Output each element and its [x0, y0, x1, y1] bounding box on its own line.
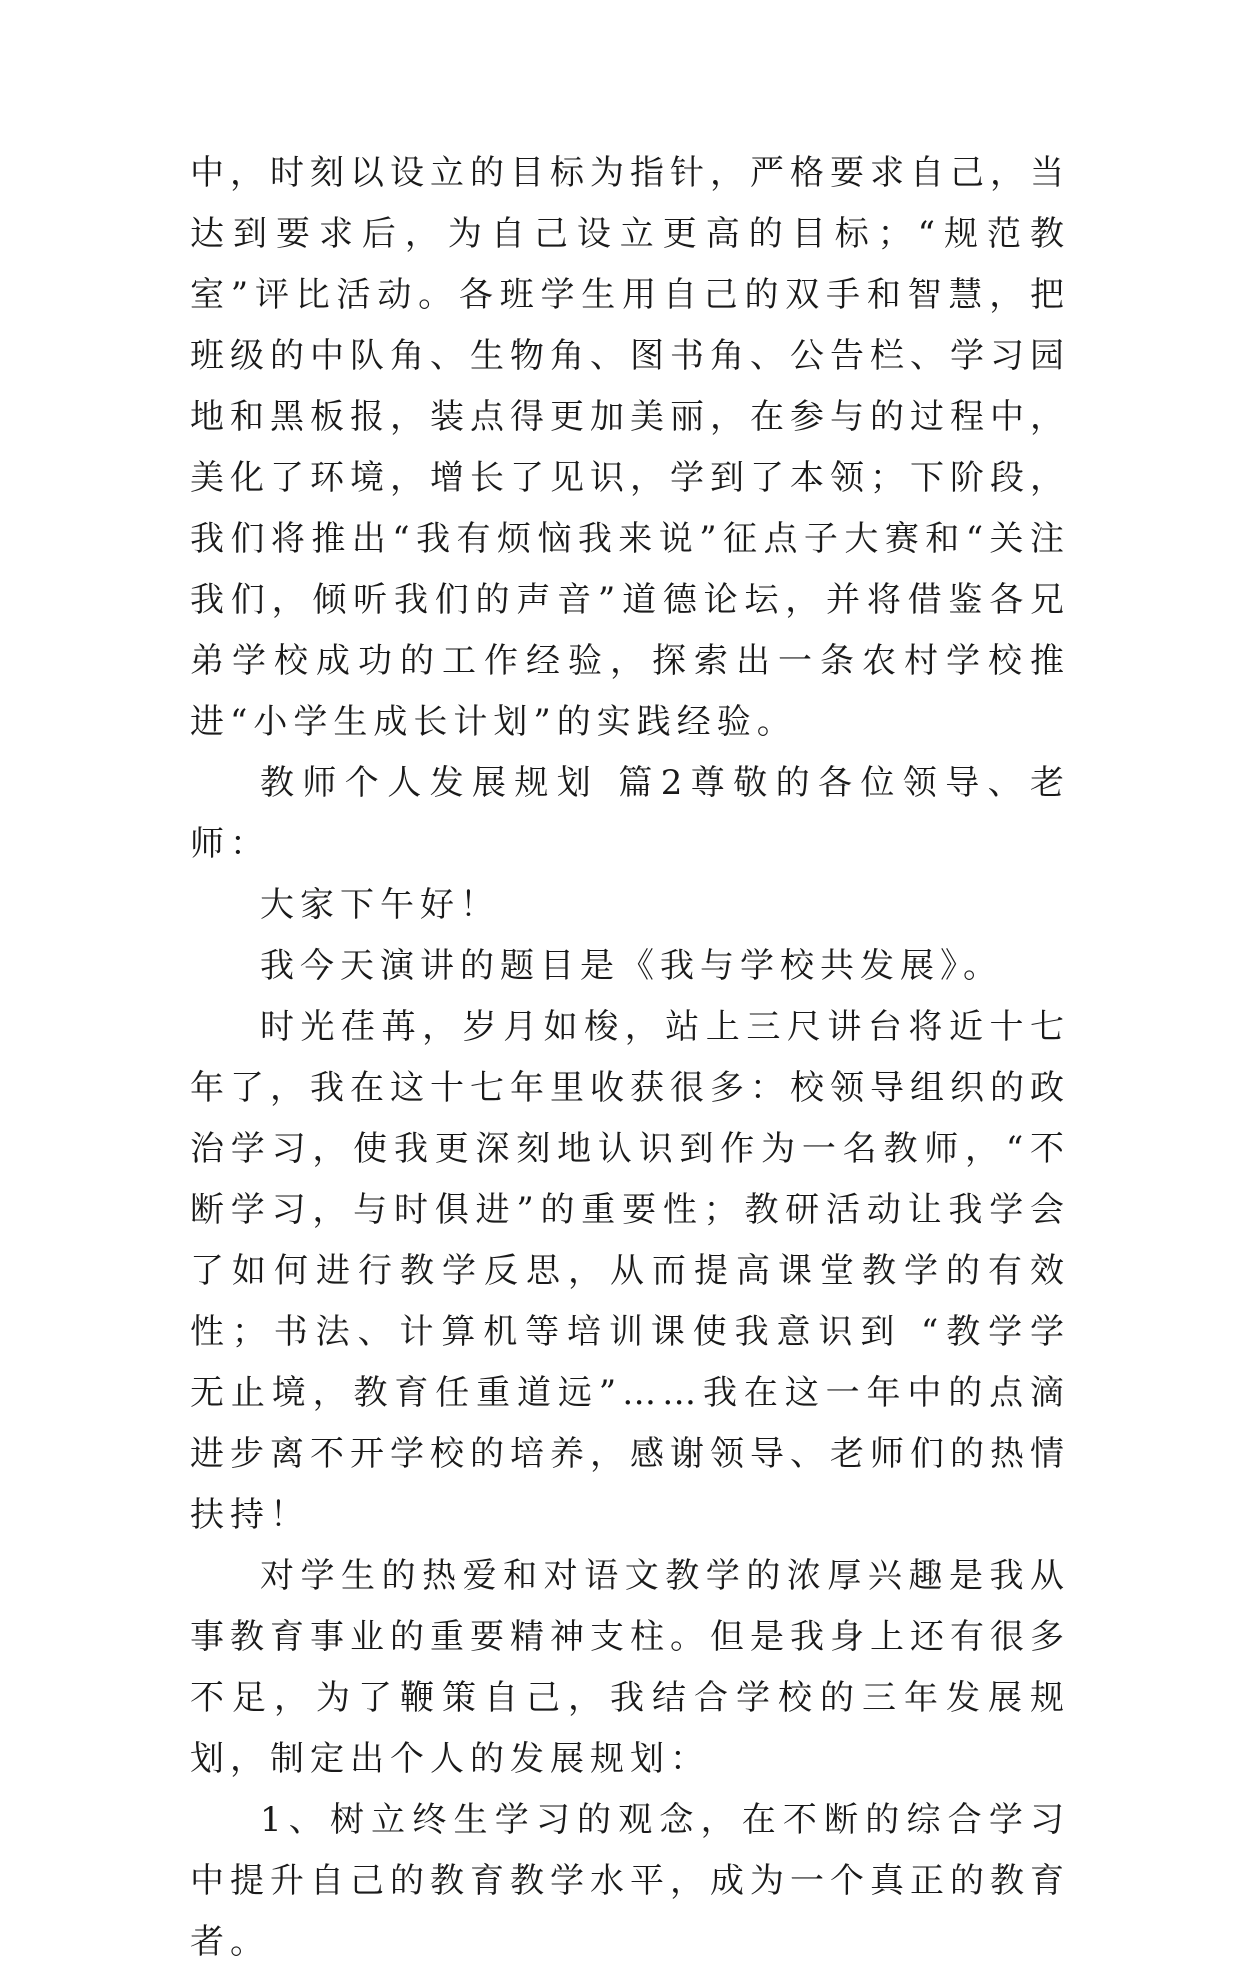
paragraph-speech-title: 我今天演讲的题目是《我与学校共发展》。 — [260, 946, 1003, 986]
document-body — [190, 143, 1070, 1973]
paragraph-section-heading: 教师个人发展规划 篇2尊敬的各位领导、老师： — [190, 763, 1070, 864]
paragraph-greeting: 大家下午好！ — [260, 885, 500, 925]
paragraph-continuation: 中，时刻以设立的目标为指针，严格要求自己，当达到要求后，为自己设立更高的目标；“规范教室”评比活动。各班学生用自己的双手和智慧，把班级的中队角、生物角、图书角、公告栏、学习园地和黑板报，装点得更加美丽，在参与的过程中，美化了环境，增长了见识，学到了本领；下阶段，我们将推出“我有烦恼我来说”征点子大赛和“关注我们，倾听我们的声音”道德论坛，并将借鉴各兄弟学校成功的工作经验，探索出一条农村学校推进“小学生成长计划”的实践经验。 — [190, 153, 1070, 742]
paragraph-plan-item-1: 1、树立终生学习的观念，在不断的综合学习中提升自己的教育教学水平，成为一个真正的教育者。 — [190, 1800, 1070, 1962]
paragraph-reflection: 时光荏苒，岁月如梭，站上三尺讲台将近十七年了，我在这十七年里收获很多：校领导组织的政治学习，使我更深刻地认识到作为一名教师，“不断学习，与时俱进”的重要性；教研活动让我学会了如何进行教学反思，从而提高课堂教学的有效性；书法、计算机等培训课使我意识到 “教学学无止境，教育任重道远”……我在这一年中的点滴进步离不开学校的培养，感谢领导、老师们的热情扶持！ — [190, 1007, 1070, 1535]
paragraph-motivation: 对学生的热爱和对语文教学的浓厚兴趣是我从事教育事业的重要精神支柱。但是我身上还有很多不足，为了鞭策自己，我结合学校的三年发展规划，制定出个人的发展规划： — [190, 1556, 1070, 1779]
